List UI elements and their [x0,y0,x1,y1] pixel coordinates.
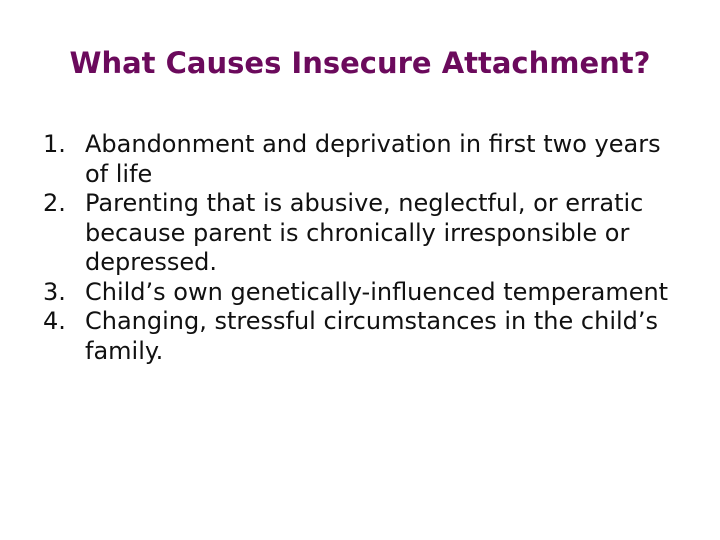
list-item-number: 2. [43,189,66,217]
list-item-1 [40,130,680,189]
list-item-text: Changing, stressful circumstances in the child’s family. [85,307,659,365]
list-item-text: Child’s own genetically-influenced temperament [85,277,669,306]
list-item-number: 4. [43,307,66,335]
list-item-number: 3. [43,277,66,306]
list-item-2 [40,189,680,278]
list-item-3 [40,278,680,308]
numbered-list [40,130,680,366]
list-item-text: Parenting that is abusive, neglectful, or erratic because parent is chronically irresponsible or depressed. [85,189,644,276]
slide-title: What Causes Insecure Attachment? [69,46,651,80]
list-item-4 [40,307,680,366]
list-item-text: Abandonment and deprivation in first two years of life [85,130,661,188]
list-item-number: 1. [43,130,66,158]
